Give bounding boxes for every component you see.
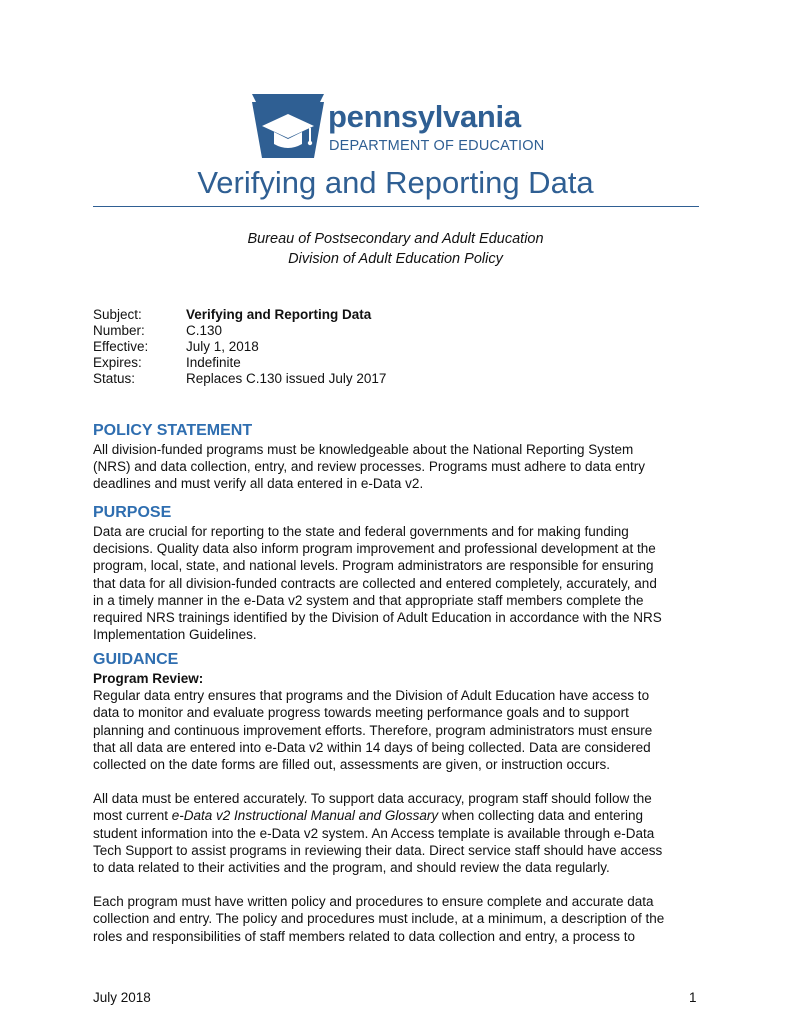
paragraph-line: roles and responsibilities of staff members related to data collection and entry, a process to — [93, 928, 636, 944]
keystone-mortarboard-icon — [248, 92, 328, 162]
paragraph-line: data to monitor and evaluate progress towards meeting performance goals and to support — [93, 705, 629, 721]
bureau-block — [0, 229, 791, 269]
bureau-name: Bureau of Postsecondary and Adult Education — [247, 231, 544, 247]
meta-value: Indefinite — [186, 355, 241, 370]
manual-title: e-Data v2 Instructional Manual and Glossary — [171, 808, 439, 824]
text-run: most current — [93, 808, 172, 824]
paragraph-line: program, local, state, and national levels. Program administrators are responsible for ensuring — [93, 558, 654, 574]
paragraph-line: (NRS) and data collection, entry, and review processes. Programs must adhere to data entry — [93, 459, 646, 475]
paragraph-line: Data are crucial for reporting to the state and federal governments and for making funding — [93, 524, 629, 539]
meta-row-expires — [93, 355, 386, 371]
meta-label: Status: — [93, 371, 136, 386]
logo-department: DEPARTMENT OF EDUCATION — [329, 138, 545, 154]
paragraph-line: that data for all division-funded contracts are collected and entered completely, accurately, and — [93, 575, 657, 591]
meta-row-subject — [93, 307, 386, 323]
paragraph-line: planning and continuous improvement efforts. Therefore, program administrators must ensure — [93, 722, 653, 738]
purpose-section — [93, 503, 703, 643]
paragraph-line: to data related to their activities and the program, and should review the data regularly. — [93, 860, 610, 876]
meta-value: July 1, 2018 — [186, 339, 259, 354]
paragraph-line: Each program must have written policy and procedures to ensure complete and accurate data — [93, 894, 654, 910]
paragraph-line: All division-funded programs must be knowledgeable about the National Reporting System — [93, 442, 634, 457]
paragraph-line: Implementation Guidelines. — [93, 627, 257, 643]
section-heading: PURPOSE — [93, 504, 172, 521]
meta-row-number — [93, 323, 386, 339]
meta-row-status — [93, 371, 386, 387]
paragraph-line: Tech Support to assist programs in reviewing their data. Direct service staff should have access — [93, 842, 663, 858]
guidance-section — [93, 650, 703, 945]
division-name: Division of Adult Education Policy — [288, 251, 503, 267]
subsection-heading: Program Review: — [93, 671, 204, 686]
paragraph-line: Regular data entry ensures that programs and the Division of Adult Education have access to — [93, 688, 650, 704]
logo-wordmark: pennsylvania — [328, 99, 521, 134]
meta-label: Effective: — [93, 339, 149, 354]
section-heading: GUIDANCE — [93, 651, 179, 668]
paragraph-line: decisions. Quality data also inform program improvement and professional development at the — [93, 541, 656, 557]
paragraph-gap — [93, 876, 703, 893]
meta-value: Replaces C.130 issued July 2017 — [186, 371, 387, 386]
paragraph-line: deadlines and must verify all data entered in e-Data v2. — [93, 476, 424, 492]
paragraph-line: required NRS trainings identified by the Division of Adult Education in accordance with the NRS — [93, 610, 662, 626]
footer-page-number: 1 — [689, 990, 697, 1005]
policy-statement-section — [93, 421, 703, 493]
meta-label: Number: — [93, 323, 145, 338]
meta-value: C.130 — [186, 323, 223, 338]
paragraph-line: collection and entry. The policy and procedures must include, at a minimum, a description of the — [93, 911, 665, 927]
paragraph-line: collected on the date forms are filled out, assessments are given, or instruction occurs. — [93, 757, 611, 773]
meta-value: Verifying and Reporting Data — [186, 307, 372, 322]
section-heading: POLICY STATEMENT — [93, 422, 253, 439]
meta-row-effective — [93, 339, 386, 355]
paragraph-line: that all data are entered into e-Data v2 within 14 days of being collected. Data are considered — [93, 739, 651, 755]
text-run: when collecting data and entering — [438, 808, 644, 824]
document-title: Verifying and Reporting Data — [197, 165, 594, 200]
pennsylvania-logo — [248, 92, 548, 162]
meta-label: Subject: — [93, 307, 142, 322]
title-divider — [93, 206, 699, 207]
paragraph-line: in a timely manner in the e-Data v2 system and that appropriate staff members complete the — [93, 592, 644, 608]
footer-date: July 2018 — [93, 990, 151, 1005]
policy-meta — [93, 307, 386, 387]
paragraph-line: student information into the e-Data v2 system. An Access template is available through e-Data — [93, 825, 655, 841]
paragraph-line — [93, 807, 703, 824]
paragraph-gap — [93, 773, 703, 790]
paragraph-line: All data must be entered accurately. To support data accuracy, program staff should follow the — [93, 791, 652, 807]
meta-label: Expires: — [93, 355, 142, 370]
